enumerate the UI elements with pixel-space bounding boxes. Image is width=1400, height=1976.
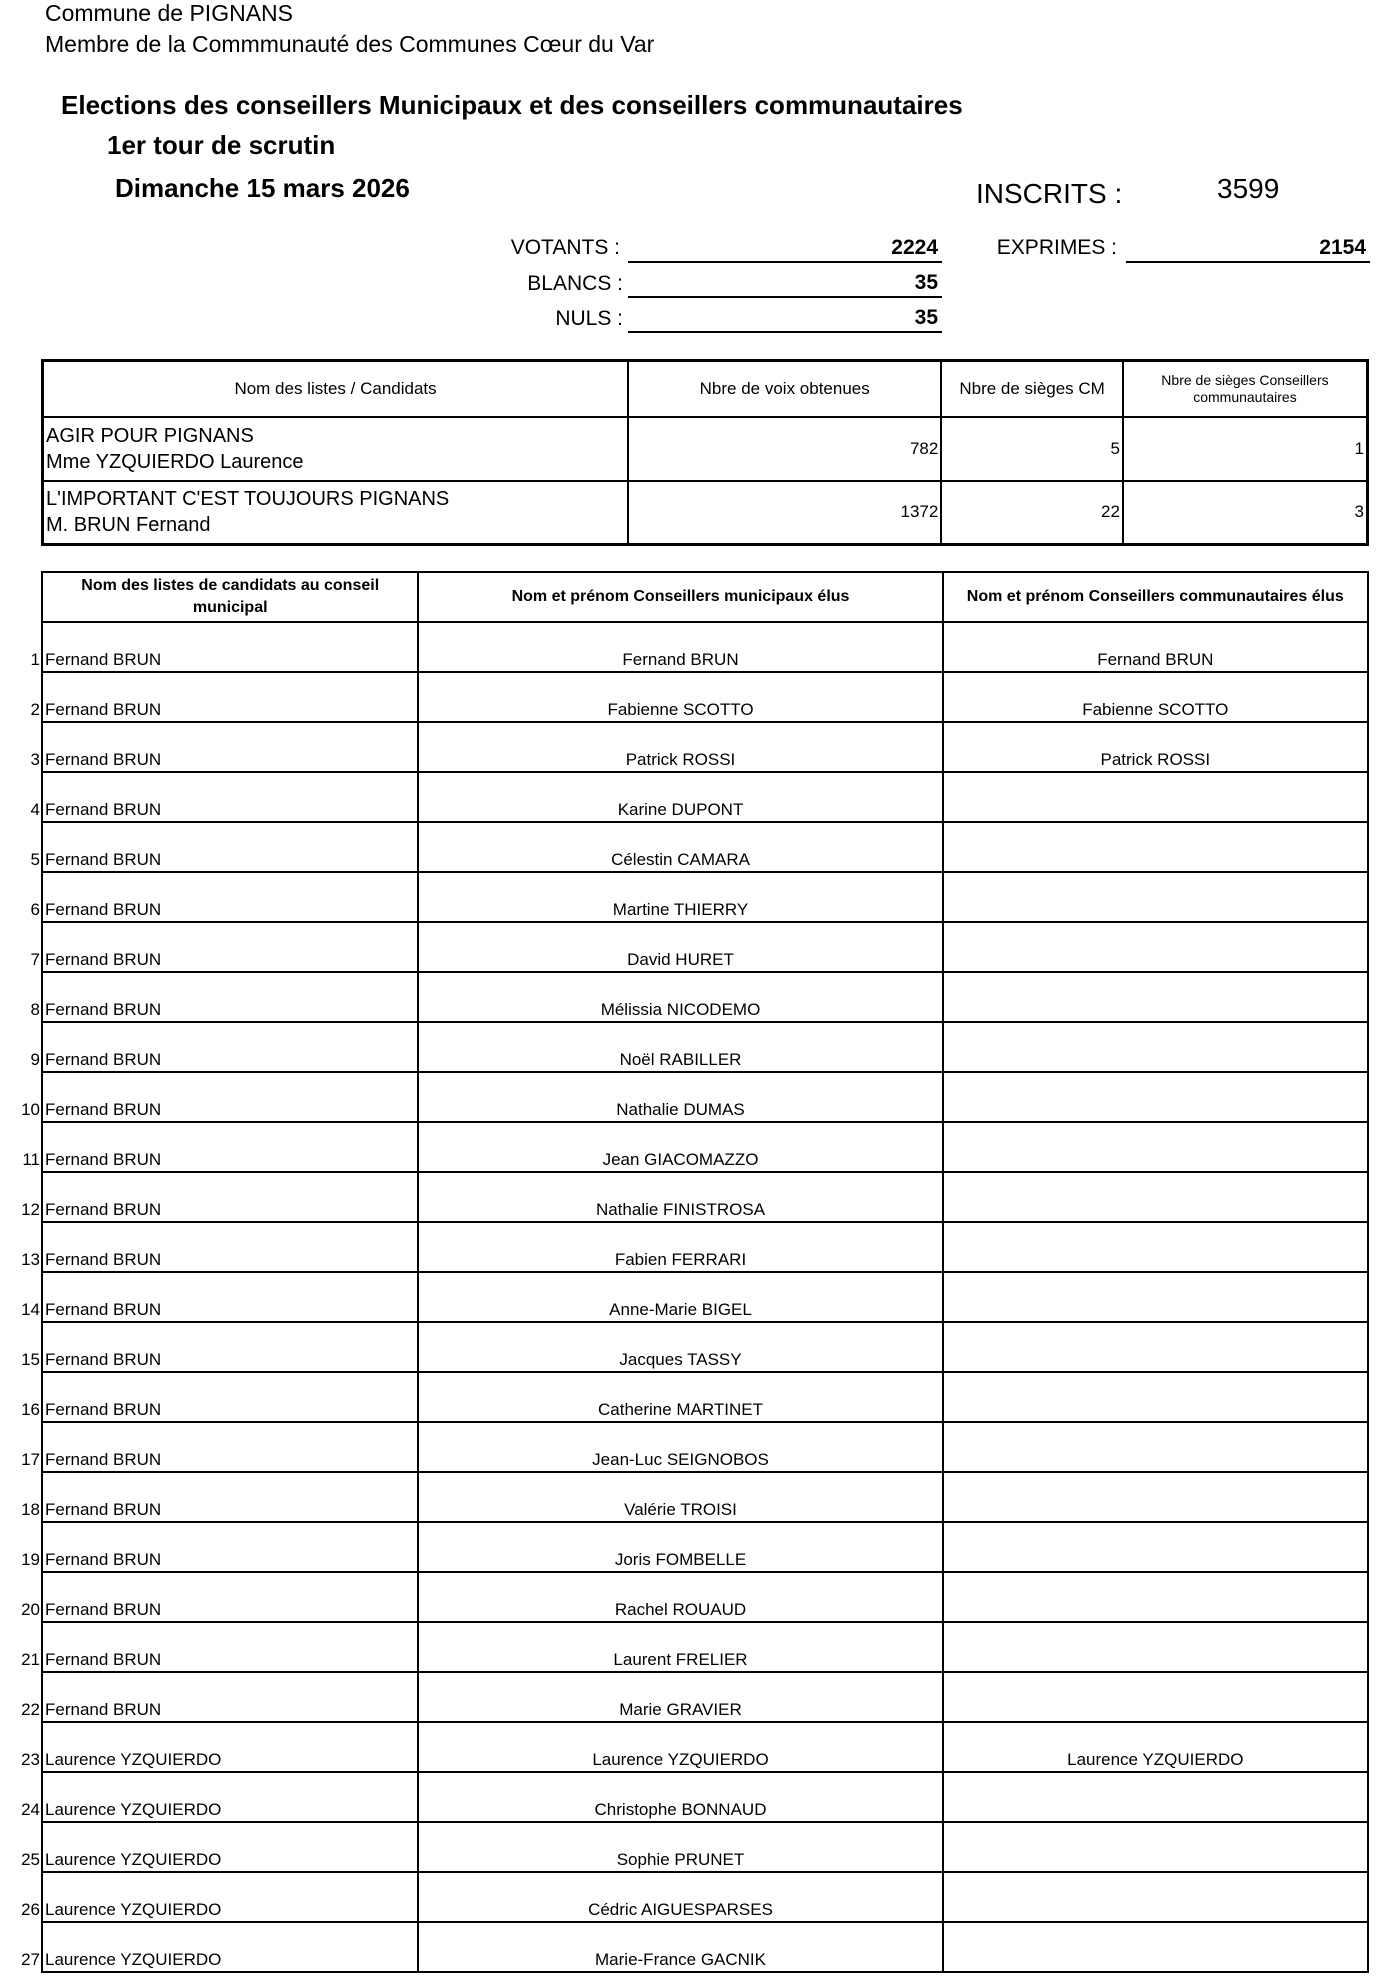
list-cell [21, 1422, 418, 1472]
list-cell [21, 1472, 418, 1522]
list-cell [30, 772, 418, 822]
table-row [42, 1672, 1368, 1722]
row-number: 19 [21, 1550, 40, 1569]
table-row [42, 1772, 1368, 1822]
community-councillor [943, 1222, 1368, 1272]
list-name: Fernand BRUN [45, 1050, 162, 1069]
community-councillor [943, 772, 1368, 822]
header-seats-cc: Nbre de sièges Conseillers communautaires [1123, 361, 1368, 417]
table-row [42, 822, 1368, 872]
community-councillor [943, 1272, 1368, 1322]
municipal-councillor: Karine DUPONT [418, 772, 942, 822]
row-number: 3 [30, 750, 40, 769]
nuls-label: NULS : [555, 307, 623, 330]
community-councillor [943, 1372, 1368, 1422]
municipal-councillor: Marie-France GACNIK [418, 1922, 942, 1972]
list-name: Laurence YZQUIERDO [45, 1800, 222, 1819]
list-cell [21, 1522, 418, 1572]
list-name: Fernand BRUN [45, 1300, 162, 1319]
list-cell [21, 1622, 418, 1672]
community-councillor: Patrick ROSSI [943, 722, 1368, 772]
community-councillor [943, 822, 1368, 872]
community-councillor [943, 1872, 1368, 1922]
row-number: 10 [21, 1100, 40, 1119]
community-councillor: Fabienne SCOTTO [943, 672, 1368, 722]
votants-value: 2224 [628, 233, 942, 263]
row-number: 23 [21, 1750, 40, 1769]
community-councillor [943, 1122, 1368, 1172]
list-name: Fernand BRUN [45, 900, 162, 919]
table-row [42, 1822, 1368, 1872]
list-cell [21, 1922, 418, 1972]
list-name: Fernand BRUN [45, 850, 162, 869]
nuls-value: 35 [628, 303, 942, 333]
municipal-councillor: Christophe BONNAUD [418, 1772, 942, 1822]
list-cell [30, 722, 418, 772]
blancs-label: BLANCS : [527, 272, 623, 295]
list-cell [30, 1022, 418, 1072]
municipal-councillor: Mélissia NICODEMO [418, 972, 942, 1022]
head-candidate: M. BRUN Fernand [46, 514, 211, 537]
row-number: 18 [21, 1500, 40, 1519]
list-name: Fernand BRUN [45, 1550, 162, 1569]
list-cell [30, 922, 418, 972]
row-number: 4 [30, 800, 40, 819]
community-councillor [943, 1822, 1368, 1872]
row-number: 11 [22, 1150, 40, 1169]
list-cell [21, 1872, 418, 1922]
list-name: Fernand BRUN [45, 1600, 162, 1619]
list-cell [21, 1172, 418, 1222]
list-name: Fernand BRUN [45, 1400, 162, 1419]
row-number: 17 [21, 1450, 40, 1469]
municipal-councillor: Jean GIACOMAZZO [418, 1122, 942, 1172]
community-councillor [943, 1672, 1368, 1722]
summary-header-row [43, 361, 1368, 417]
list-cell [30, 622, 418, 672]
row-number: 22 [21, 1700, 40, 1719]
community-councillor [943, 1772, 1368, 1822]
elected-header-row [42, 572, 1368, 622]
commune-name: Commune de PIGNANS [45, 0, 293, 26]
municipal-councillor: Rachel ROUAUD [418, 1572, 942, 1622]
municipal-councillor: Catherine MARTINET [418, 1372, 942, 1422]
blancs-value: 35 [628, 268, 942, 298]
list-cell [21, 1072, 418, 1122]
row-number: 24 [21, 1800, 40, 1819]
seats-cc-cell: 3 [1123, 481, 1368, 545]
list-name: Fernand BRUN [45, 1100, 162, 1119]
list-cell [21, 1322, 418, 1372]
list-cell [43, 481, 629, 545]
table-row [42, 1322, 1368, 1372]
community-councillor [943, 972, 1368, 1022]
list-name: Fernand BRUN [45, 1150, 162, 1169]
municipal-councillor: Marie GRAVIER [418, 1672, 942, 1722]
list-name: Fernand BRUN [45, 1200, 162, 1219]
table-row [42, 1072, 1368, 1122]
inscrits-label: INSCRITS : [976, 178, 1123, 209]
municipal-councillor: Cédric AIGUESPARSES [418, 1872, 942, 1922]
list-cell [21, 1822, 418, 1872]
row-number: 7 [30, 950, 40, 969]
table-row [42, 1622, 1368, 1672]
header-list-name: Nom des listes / Candidats [43, 361, 629, 417]
municipal-councillor: Valérie TROISI [418, 1472, 942, 1522]
row-number: 8 [30, 1000, 40, 1019]
municipal-councillor: Jean-Luc SEIGNOBOS [418, 1422, 942, 1472]
row-number: 14 [21, 1300, 40, 1319]
municipal-councillor: Anne-Marie BIGEL [418, 1272, 942, 1322]
row-number: 2 [30, 700, 40, 719]
votes-cell: 1372 [628, 481, 941, 545]
community-councillor [943, 872, 1368, 922]
row-number: 26 [21, 1900, 40, 1919]
row-number: 21 [21, 1650, 40, 1669]
header-community-elected: Nom et prénom Conseillers communautaires élus [943, 572, 1368, 622]
table-row [42, 872, 1368, 922]
election-round: 1er tour de scrutin [107, 130, 336, 160]
municipal-councillor: Fernand BRUN [418, 622, 942, 672]
list-cell [30, 872, 418, 922]
table-row [42, 1522, 1368, 1572]
row-number: 12 [21, 1200, 40, 1219]
list-cell [30, 972, 418, 1022]
list-cell [21, 1272, 418, 1322]
elected-councillors-table [21, 571, 1369, 1973]
list-name: Laurence YZQUIERDO [45, 1900, 222, 1919]
list-cell [21, 1372, 418, 1422]
list-cell [21, 1572, 418, 1622]
list-cell [22, 1122, 418, 1172]
list-name: Fernand BRUN [45, 950, 162, 969]
list-cell [21, 1222, 418, 1272]
table-row [42, 1172, 1368, 1222]
table-row [42, 1472, 1368, 1522]
row-number: 27 [21, 1950, 40, 1969]
list-name: Fernand BRUN [45, 1650, 162, 1669]
community-councillor [943, 1022, 1368, 1072]
row-number: 20 [21, 1600, 40, 1619]
results-summary-table [41, 359, 1369, 546]
municipal-councillor: Célestin CAMARA [418, 822, 942, 872]
exprimes-label: EXPRIMES : [996, 236, 1117, 259]
seats-cc-cell: 1 [1123, 417, 1368, 481]
municipal-councillor: Laurence YZQUIERDO [418, 1722, 942, 1772]
table-row [42, 772, 1368, 822]
community-councillor [943, 1522, 1368, 1572]
list-cell [21, 1672, 418, 1722]
table-row [42, 722, 1368, 772]
table-row [42, 1372, 1368, 1422]
community-councillor [943, 922, 1368, 972]
list-name: Fernand BRUN [45, 1700, 162, 1719]
exprimes-value: 2154 [1126, 233, 1370, 263]
municipal-councillor: Fabienne SCOTTO [418, 672, 942, 722]
list-name: Fernand BRUN [45, 650, 162, 669]
municipal-councillor: David HURET [418, 922, 942, 972]
community-councillor [943, 1422, 1368, 1472]
votes-cell: 782 [628, 417, 941, 481]
row-number: 16 [21, 1400, 40, 1419]
list-cell [21, 1722, 418, 1772]
community-councillor: Fernand BRUN [943, 622, 1368, 672]
list-name: Fernand BRUN [45, 800, 162, 819]
municipal-councillor: Fabien FERRARI [418, 1222, 942, 1272]
list-cell [21, 1772, 418, 1822]
table-row [43, 417, 1368, 481]
list-name: Fernand BRUN [45, 1350, 162, 1369]
list-name: Laurence YZQUIERDO [45, 1950, 222, 1969]
table-row [42, 972, 1368, 1022]
table-row [43, 481, 1368, 545]
list-name: Laurence YZQUIERDO [45, 1850, 222, 1869]
municipal-councillor: Nathalie FINISTROSA [418, 1172, 942, 1222]
table-row [42, 1872, 1368, 1922]
table-row [42, 1572, 1368, 1622]
list-cell [30, 822, 418, 872]
list-name: Fernand BRUN [45, 1000, 162, 1019]
municipal-councillor: Sophie PRUNET [418, 1822, 942, 1872]
list-cell [43, 417, 629, 481]
list-name: Fernand BRUN [45, 1500, 162, 1519]
row-number: 5 [30, 850, 40, 869]
row-number: 25 [21, 1850, 40, 1869]
list-name: Fernand BRUN [45, 1250, 162, 1269]
header-list: Nom des listes de candidats au conseil municipal [42, 572, 418, 622]
votants-label: VOTANTS : [510, 236, 620, 259]
table-row [42, 622, 1368, 672]
header-municipal-elected: Nom et prénom Conseillers municipaux élus [418, 572, 942, 622]
table-row [42, 1722, 1368, 1772]
community-councillor [943, 1172, 1368, 1222]
community-councillor: Laurence YZQUIERDO [943, 1722, 1368, 1772]
row-number: 1 [30, 650, 40, 669]
municipal-councillor: Patrick ROSSI [418, 722, 942, 772]
municipal-councillor: Noël RABILLER [418, 1022, 942, 1072]
document-title: Elections des conseillers Municipaux et des conseillers communautaires [61, 90, 963, 120]
election-date: Dimanche 15 mars 2026 [115, 173, 410, 203]
table-row [42, 1422, 1368, 1472]
community-councillor [943, 1472, 1368, 1522]
table-row [42, 1272, 1368, 1322]
row-number: 15 [21, 1350, 40, 1369]
table-row [42, 1122, 1368, 1172]
header-votes: Nbre de voix obtenues [628, 361, 941, 417]
list-name: AGIR POUR PIGNANS [46, 424, 254, 447]
table-row [42, 1222, 1368, 1272]
row-number: 6 [30, 900, 40, 919]
row-number: 9 [30, 1050, 40, 1069]
table-row [42, 672, 1368, 722]
table-row [42, 922, 1368, 972]
community-membership: Membre de la Commmunauté des Communes Cœur du Var [45, 31, 655, 57]
community-councillor [943, 1072, 1368, 1122]
header-seats-cm: Nbre de sièges CM [941, 361, 1123, 417]
community-councillor [943, 1622, 1368, 1672]
elected-table-body [21, 622, 1368, 1972]
community-councillor [943, 1322, 1368, 1372]
community-councillor [943, 1922, 1368, 1972]
head-candidate: Mme YZQUIERDO Laurence [46, 450, 304, 473]
list-name: Fernand BRUN [45, 1450, 162, 1469]
list-name: Fernand BRUN [45, 700, 162, 719]
municipal-councillor: Jacques TASSY [418, 1322, 942, 1372]
community-councillor [943, 1572, 1368, 1622]
table-row [42, 1922, 1368, 1972]
list-name: Fernand BRUN [45, 750, 162, 769]
municipal-councillor: Laurent FRELIER [418, 1622, 942, 1672]
row-number: 13 [21, 1250, 40, 1269]
list-name: Laurence YZQUIERDO [45, 1750, 222, 1769]
municipal-councillor: Nathalie DUMAS [418, 1072, 942, 1122]
list-cell [30, 672, 418, 722]
municipal-councillor: Joris FOMBELLE [418, 1522, 942, 1572]
table-row [42, 1022, 1368, 1072]
municipal-councillor: Martine THIERRY [418, 872, 942, 922]
inscrits-value: 3599 [1217, 173, 1280, 204]
seats-cm-cell: 22 [941, 481, 1123, 545]
seats-cm-cell: 5 [941, 417, 1123, 481]
list-name: L'IMPORTANT C'EST TOUJOURS PIGNANS [46, 488, 450, 511]
